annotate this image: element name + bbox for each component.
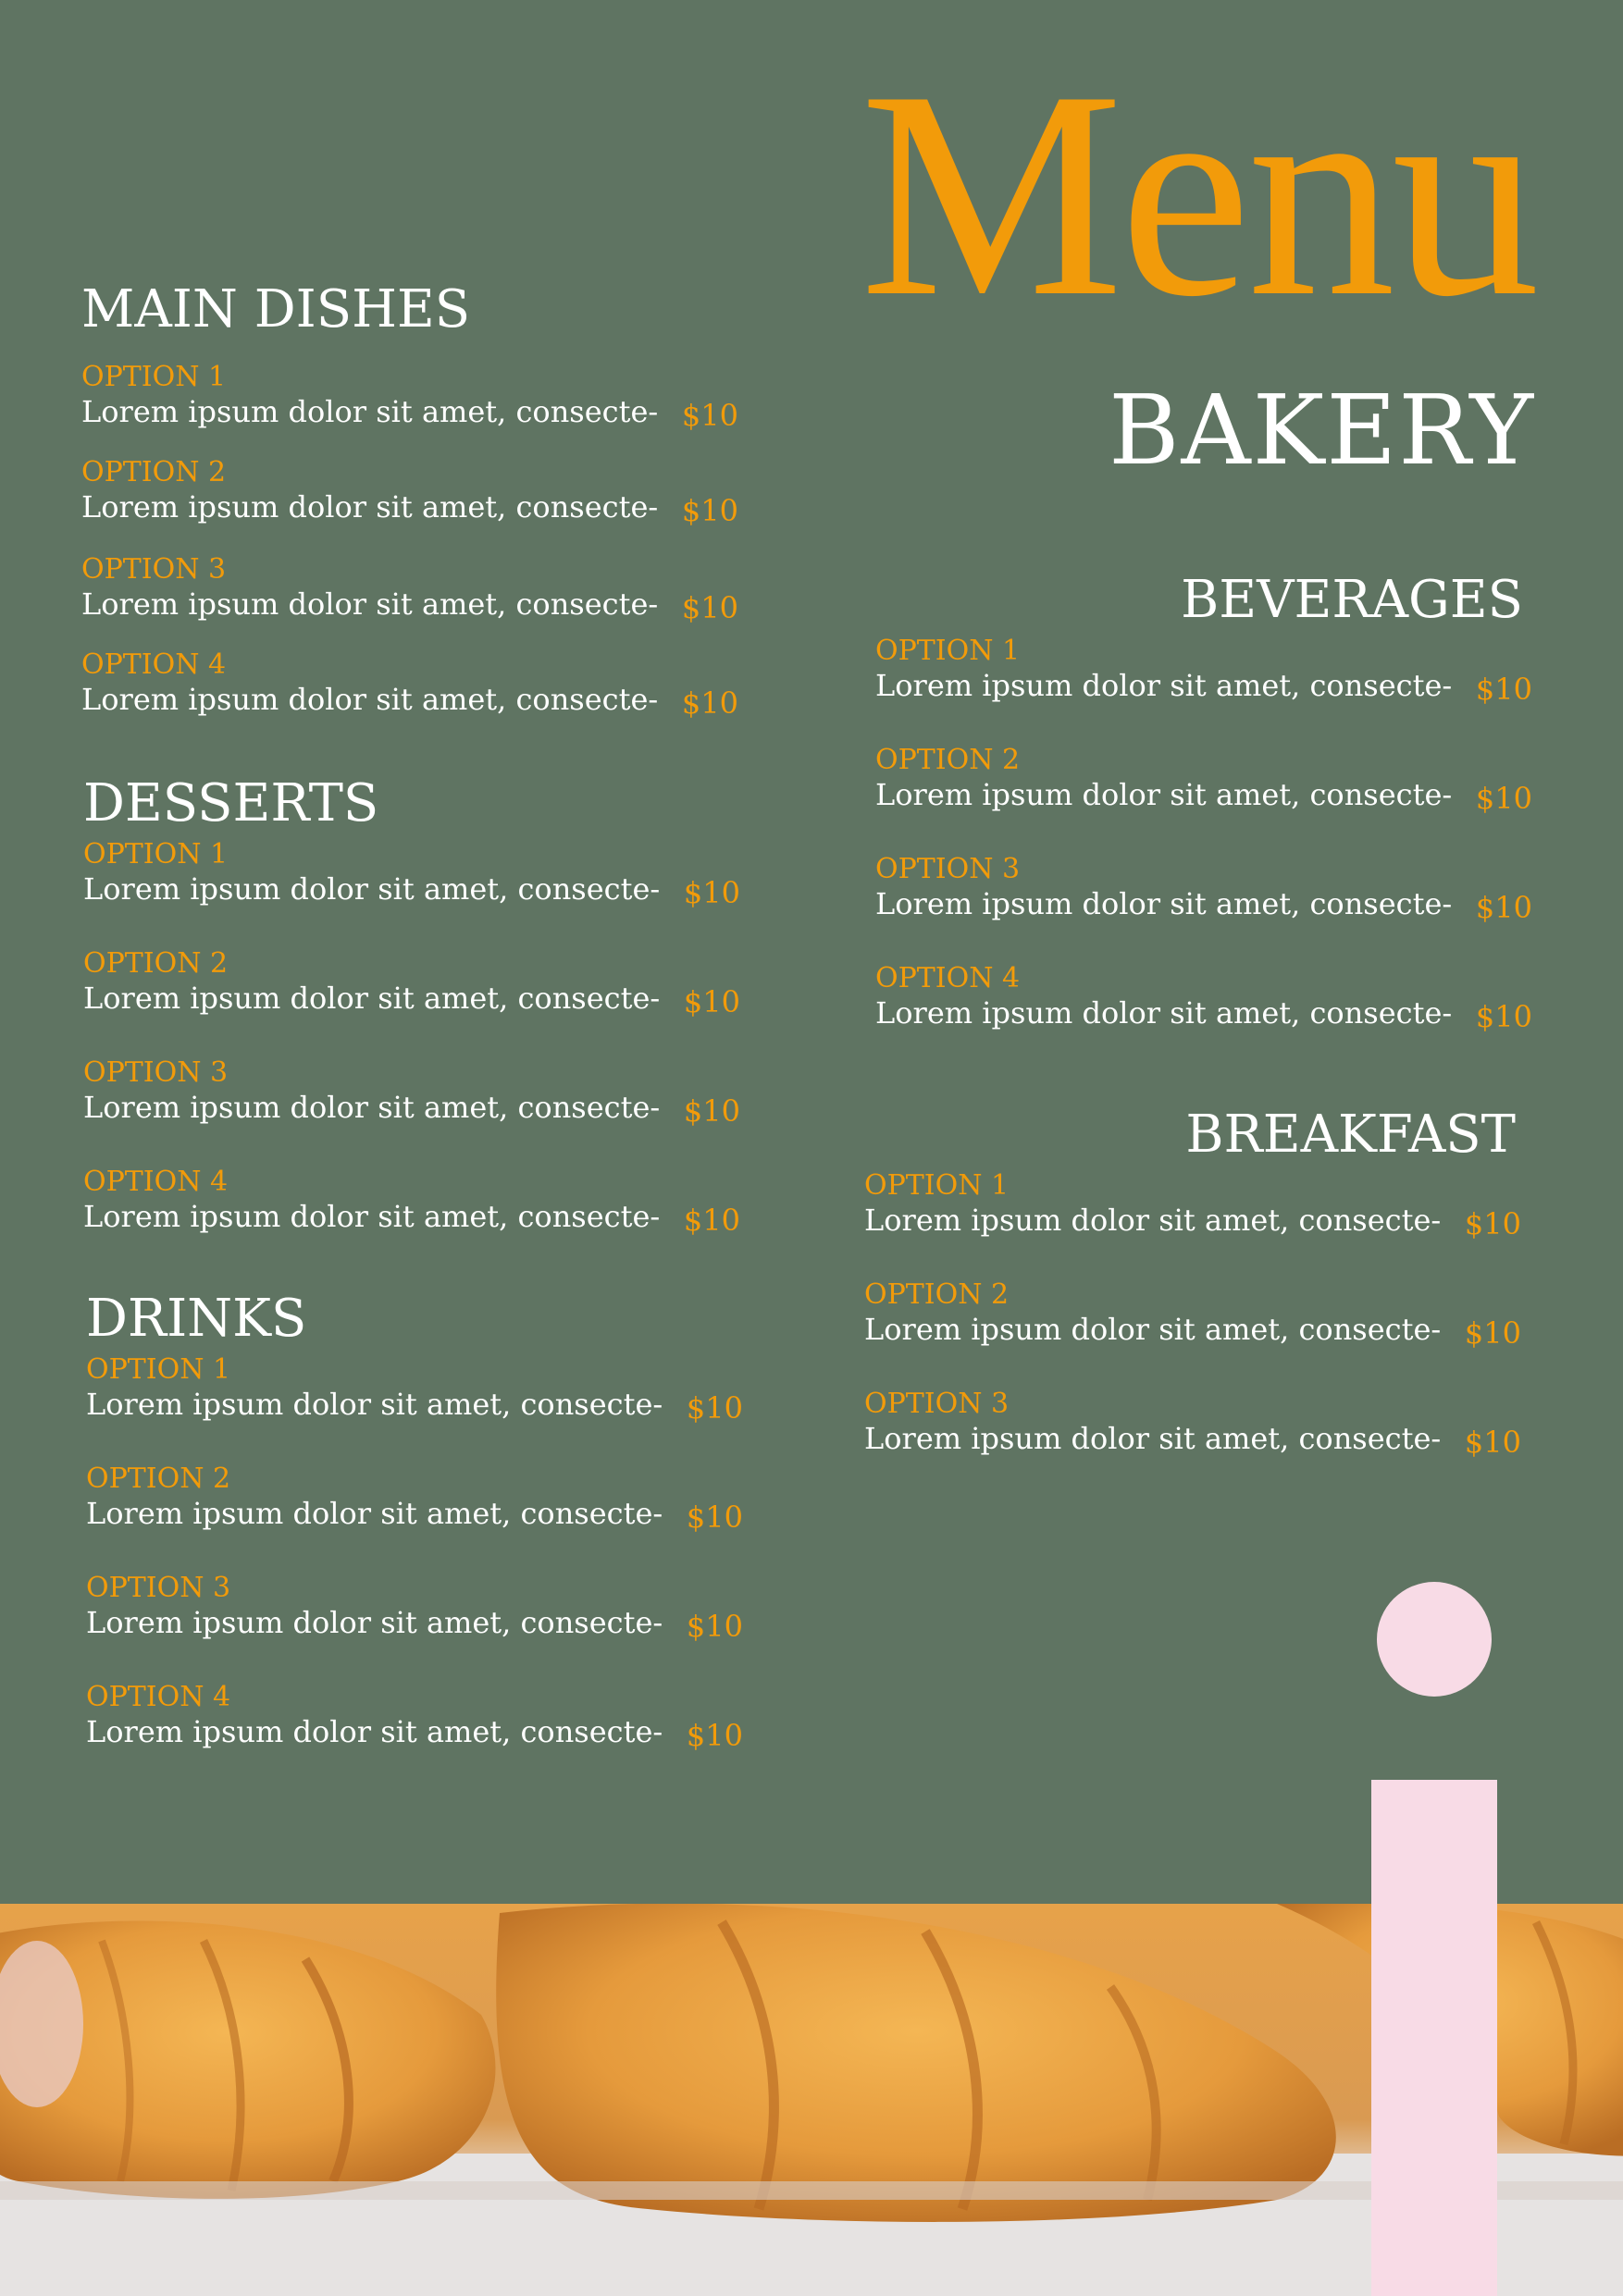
menu-item (875, 962, 1532, 1064)
item-price: $10 (1475, 672, 1532, 707)
item-description: Lorem ipsum dolor sit amet, consecte- (81, 682, 659, 717)
item-price: $10 (686, 1500, 743, 1535)
item-option: OPTION 4 (875, 962, 1021, 994)
item-option: OPTION 2 (81, 456, 227, 488)
item-price: $10 (1475, 890, 1532, 925)
item-option: OPTION 3 (86, 1572, 231, 1604)
menu-item (83, 1166, 740, 1267)
item-option: OPTION 1 (875, 635, 1021, 667)
menu-item (86, 1572, 743, 1681)
item-price: $10 (686, 1609, 743, 1644)
item-description: Lorem ipsum dolor sit amet, consecte- (875, 668, 1453, 703)
item-description: Lorem ipsum dolor sit amet, consecte- (81, 586, 659, 622)
item-price: $10 (686, 1390, 743, 1426)
item-option: OPTION 4 (86, 1681, 231, 1713)
item-price: $10 (681, 493, 738, 528)
item-description: Lorem ipsum dolor sit amet, consecte- (86, 1496, 663, 1531)
item-price: $10 (1475, 781, 1532, 816)
item-price: $10 (1464, 1315, 1521, 1351)
menu-title: Menu (860, 31, 1536, 358)
item-option: OPTION 4 (81, 648, 227, 681)
section-title: BEVERAGES (1181, 570, 1523, 630)
item-price: $10 (1464, 1206, 1521, 1241)
item-description: Lorem ipsum dolor sit amet, consecte- (875, 995, 1453, 1031)
item-price: $10 (681, 590, 738, 625)
item-price: $10 (1464, 1425, 1521, 1460)
item-description: Lorem ipsum dolor sit amet, consecte- (864, 1312, 1442, 1347)
section-beverages (875, 570, 1532, 1064)
menu-item (81, 456, 738, 553)
item-option: OPTION 1 (83, 838, 229, 870)
menu-item (864, 1169, 1521, 1278)
item-description: Lorem ipsum dolor sit amet, consecte- (83, 1199, 661, 1234)
menu-item (86, 1681, 743, 1783)
item-option: OPTION 3 (83, 1056, 229, 1089)
section-title: BREAKFAST (1185, 1105, 1516, 1165)
menu-item (83, 947, 740, 1056)
menu-item (875, 744, 1532, 853)
item-price: $10 (681, 398, 738, 433)
item-price: $10 (683, 984, 740, 1019)
item-description: Lorem ipsum dolor sit amet, consecte- (83, 1090, 661, 1125)
item-description: Lorem ipsum dolor sit amet, consecte- (83, 981, 661, 1016)
item-option: OPTION 1 (81, 361, 227, 393)
menu-item (81, 361, 738, 456)
item-description: Lorem ipsum dolor sit amet, consecte- (875, 886, 1453, 921)
menu-item (81, 553, 738, 648)
menu-item (86, 1353, 743, 1463)
item-description: Lorem ipsum dolor sit amet, consecte- (875, 777, 1453, 812)
item-option: OPTION 2 (875, 744, 1021, 776)
item-description: Lorem ipsum dolor sit amet, consecte- (864, 1203, 1442, 1238)
item-option: OPTION 2 (86, 1463, 231, 1495)
section-breakfast (864, 1105, 1521, 1489)
item-price: $10 (683, 1203, 740, 1238)
item-description: Lorem ipsum dolor sit amet, consecte- (81, 489, 659, 525)
item-description: Lorem ipsum dolor sit amet, consecte- (86, 1714, 663, 1749)
menu-item (875, 853, 1532, 962)
section-title: MAIN DISHES (81, 279, 471, 339)
menu-item (83, 838, 740, 947)
section-title: DESSERTS (83, 773, 379, 833)
item-option: OPTION 3 (81, 553, 227, 586)
item-price: $10 (1475, 999, 1532, 1034)
item-option: OPTION 1 (86, 1353, 231, 1386)
menu-item (81, 648, 738, 744)
menu-item (86, 1463, 743, 1572)
menu-item (864, 1278, 1521, 1388)
item-option: OPTION 1 (864, 1169, 1010, 1202)
item-price: $10 (683, 875, 740, 910)
item-option: OPTION 3 (864, 1388, 1010, 1420)
item-option: OPTION 4 (83, 1166, 229, 1198)
item-option: OPTION 3 (875, 853, 1021, 885)
item-price: $10 (686, 1718, 743, 1753)
section-desserts (83, 773, 740, 1267)
item-option: OPTION 2 (864, 1278, 1010, 1311)
item-option: OPTION 2 (83, 947, 229, 980)
item-description: Lorem ipsum dolor sit amet, consecte- (81, 394, 659, 429)
section-title: DRINKS (86, 1289, 307, 1349)
decor-bar (1371, 1780, 1497, 2296)
menu-item (875, 635, 1532, 744)
section-drinks (86, 1289, 743, 1783)
item-price: $10 (683, 1093, 740, 1129)
item-description: Lorem ipsum dolor sit amet, consecte- (864, 1421, 1442, 1456)
item-description: Lorem ipsum dolor sit amet, consecte- (86, 1387, 663, 1422)
item-price: $10 (681, 685, 738, 721)
section-main-dishes (81, 279, 738, 744)
bakery-subtitle: BAKERY (1109, 374, 1535, 487)
item-description: Lorem ipsum dolor sit amet, consecte- (86, 1605, 663, 1640)
decor-circle (1377, 1582, 1492, 1697)
menu-item (83, 1056, 740, 1166)
menu-item (864, 1388, 1521, 1489)
item-description: Lorem ipsum dolor sit amet, consecte- (83, 871, 661, 907)
